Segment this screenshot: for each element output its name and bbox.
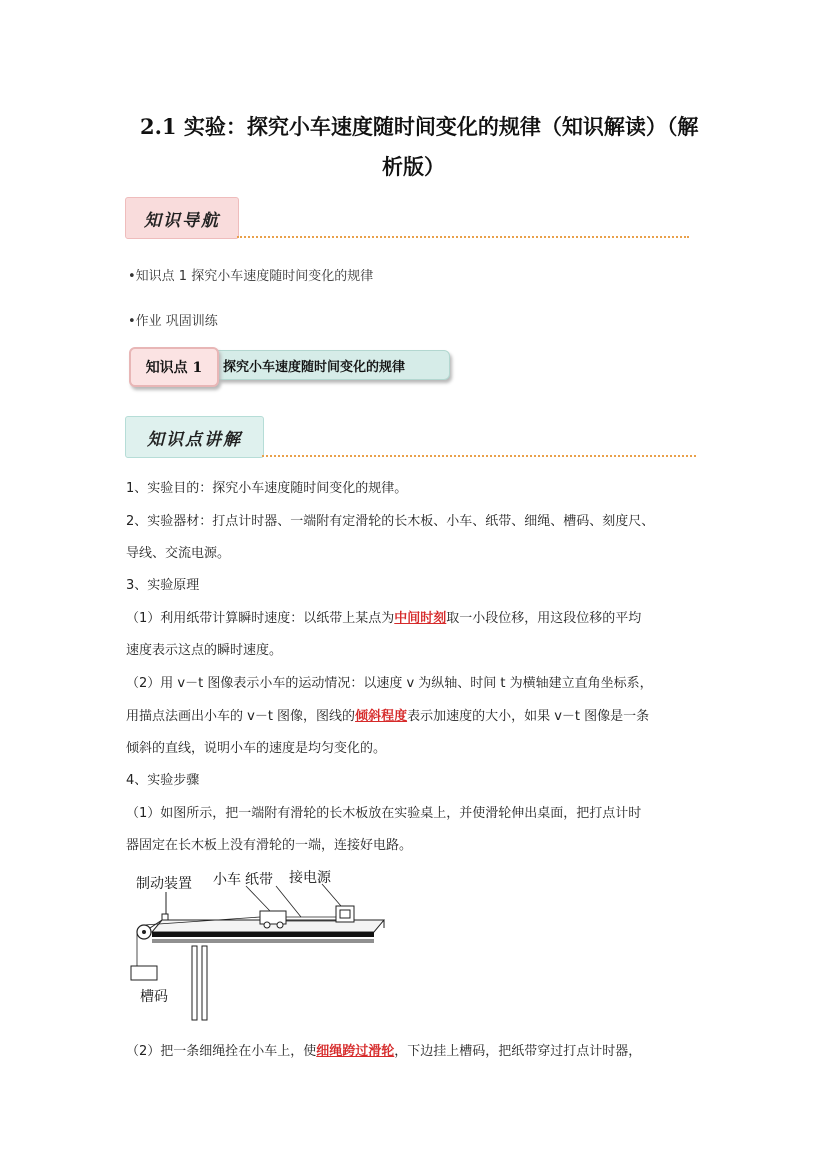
paragraph-purpose: 1、实验目的：探究小车速度随时间变化的规律。	[126, 481, 408, 496]
section-divider	[237, 236, 689, 238]
knowledge-point-title: 探究小车速度随时间变化的规律	[212, 350, 450, 380]
diagram-label-weight: 槽码	[140, 989, 168, 1005]
paragraph-step-1-line-2: 器固定在长木板上没有滑轮的一端，连接好电路。	[126, 838, 413, 853]
nav-item-label: 作业 巩固训练	[135, 314, 218, 329]
section-header-explanation	[125, 416, 264, 458]
nav-item-homework[interactable]	[128, 310, 218, 329]
paragraph-steps-heading: 4、实验步骤	[126, 773, 200, 788]
nav-bullet: •	[128, 269, 136, 284]
paragraph-principle-2-line-1: （2）用 v－t 图像表示小车的运动情况：以速度 v 为纵轴、时间 t 为横轴建立直角坐标系，	[126, 676, 653, 691]
text-run: ，下边挂上槽码，把纸带穿过打点计时器，	[394, 1044, 642, 1059]
paragraph-principle-1-line-2: 速度表示这点的瞬时速度。	[126, 643, 283, 658]
paragraph-principle-2-line-2	[126, 705, 649, 724]
section-header-explanation-label: 知识点讲解	[147, 429, 242, 450]
section-header-navigation-label: 知识导航	[144, 210, 220, 231]
text-run: （1）利用纸带计算瞬时速度：以纸带上某点为	[126, 611, 395, 626]
nav-item-label: 知识点 1 探究小车速度随时间变化的规律	[135, 269, 374, 284]
paragraph-step-1-line-1: （1）如图所示，把一端附有滑轮的长木板放在实验桌上，并使滑轮伸出桌面，把打点计时	[126, 806, 642, 821]
section-header-navigation	[125, 197, 239, 239]
highlight-text: 倾斜程度	[355, 709, 408, 724]
paragraph-equipment-line-1: 2、实验器材：打点计时器、一端附有定滑轮的长木板、小车、纸带、细绳、槽码、刻度尺、	[126, 514, 655, 529]
paragraph-principle-1-line-1	[126, 607, 641, 626]
knowledge-point-badge: 知识点 1	[129, 347, 219, 387]
nav-bullet: •	[128, 314, 136, 329]
section-divider	[262, 455, 696, 457]
text-run: 用描点法画出小车的 v－t 图像，图线的	[126, 709, 356, 724]
highlight-text: 中间时刻	[394, 611, 447, 626]
text-run: （2）把一条细绳拴在小车上，使	[126, 1044, 317, 1059]
nav-item-knowledge-point-1[interactable]	[128, 265, 373, 284]
experiment-apparatus-diagram	[126, 862, 426, 1022]
diagram-label-cart: 小车	[213, 872, 241, 888]
highlight-text: 细绳跨过滑轮	[316, 1044, 395, 1059]
page-title-line-2: 析版）	[382, 154, 445, 179]
text-run: 取一小段位移，用这段位移的平均	[446, 611, 642, 626]
paragraph-step-2-line-1	[126, 1040, 641, 1059]
text-run: 表示加速度的大小，如果 v－t 图像是一条	[407, 709, 650, 724]
diagram-label-power: 接电源	[289, 870, 331, 886]
diagram-label-brake: 制动装置	[136, 876, 192, 892]
page-title-line-1: 2.1 实验：探究小车速度随时间变化的规律（知识解读）（解	[140, 114, 699, 139]
paragraph-principle-2-line-3: 倾斜的直线，说明小车的速度是均匀变化的。	[126, 741, 387, 756]
paragraph-equipment-line-2: 导线、交流电源。	[126, 546, 231, 561]
diagram-label-tape: 纸带	[245, 872, 273, 888]
paragraph-principle-heading: 3、实验原理	[126, 578, 200, 593]
